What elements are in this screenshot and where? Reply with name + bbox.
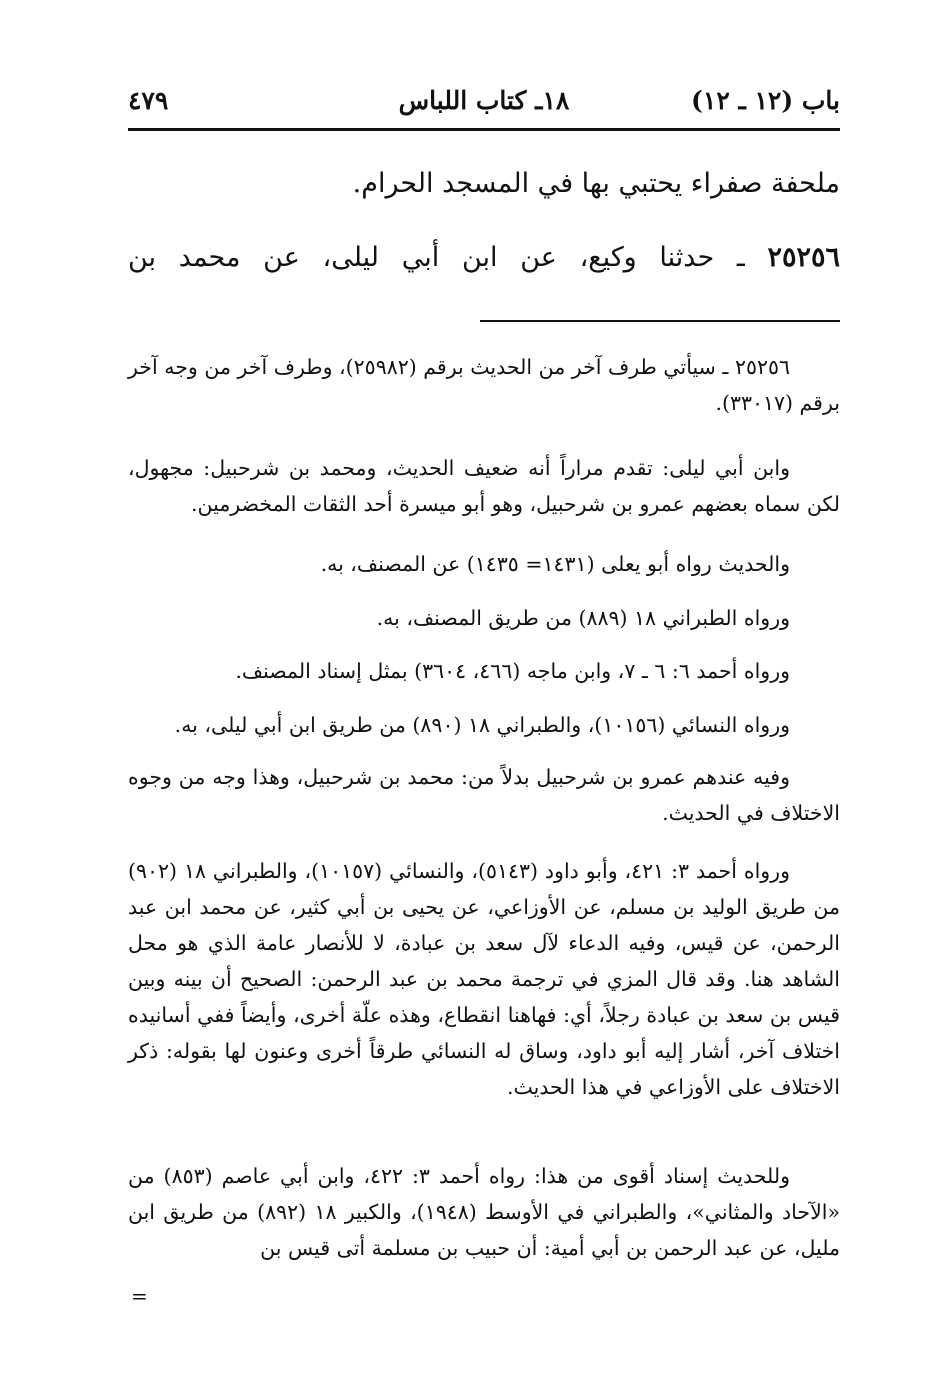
footnote-paragraph-1: ٢٥٢٥٦ ـ سيأتي طرف آخر من الحديث برقم (٢٥٩٨٢)، وطرف آخر من وجه آخر برقم (٣٣٠١٧). xyxy=(128,355,840,415)
header-rule xyxy=(128,128,840,131)
continuation-mark: = xyxy=(131,1284,148,1308)
footnote-paragraph-6: ورواه النسائي (١٠١٥٦)، والطبراني ١٨ (٨٩٠) من طريق ابن أبي ليلى، به. xyxy=(174,713,790,737)
footnote-paragraph-3: والحديث رواه أبو يعلى (١٤٣١= ١٤٣٥) عن المصنف، به. xyxy=(320,552,790,576)
footnote-paragraph-7: وفيه عندهم عمرو بن شرحبيل بدلاً من: محمد بن شرحبيل، وهذا وجه من وجوه الاختلاف في الحديث. xyxy=(128,765,840,825)
footnote-rule xyxy=(480,320,840,322)
footnote-paragraph-9: وللحديث إسناد أقوى من هذا: رواه أحمد ٣: ٤٢٢، وابن أبي عاصم (٨٥٣) من «الآحاد والمثاني»، والطبراني في الأوسط (١٩٤٨)، والكبير ١٨ (٨٩٢) من طريق ابن مليل، عن عبد الرحمن بن أبي أمية: أن حبيب بن مسلمة أتى قيس بن xyxy=(128,1164,840,1260)
main-text-line-1: ملحفة صفراء يحتبي بها في المسجد الحرام. xyxy=(352,168,840,199)
book-title: ١٨ـ كتاب اللباس xyxy=(398,86,570,115)
chapter-heading: باب (١٢ ـ ١٢) xyxy=(691,86,840,115)
page-number: ٤٧٩ xyxy=(128,86,169,115)
hadith-number: ٢٥٢٥٦ xyxy=(767,242,840,273)
running-header xyxy=(128,84,840,124)
footnote-paragraph-4: ورواه الطبراني ١٨ (٨٨٩) من طريق المصنف، به. xyxy=(376,606,790,630)
footnote-paragraph-8: ورواه أحمد ٣: ٤٢١، وأبو داود (٥١٤٣)، والنسائي (١٠١٥٧)، والطبراني ١٨ (٩٠٢) من طريق الوليد بن مسلم، عن الأوزاعي، عن يحيى بن أبي كثير، عن محمد ابن عبد الرحمن، عن قيس، وفيه الدعاء لآل سعد بن عبادة، لا للأنصار عامة الذي هو محل الشاهد هنا. وقد قال المزي في ترجمة محمد بن عبد الرحمن: الصحيح أن بينه وبين قيس بن سعد بن عبادة رجلاً، أي: فهاهنا انقطاع، وهذه علّة أخرى، وأيضاً ففي أسانيده اختلاف آخر، أشار إليه أبو داود، وساق له النسائي طرقاً أخرى وعنون لها بقوله: ذكر الاختلاف على الأوزاعي في هذا الحديث. xyxy=(128,859,840,1099)
hadith-text: ـ حدثنا وكيع، عن ابن أبي ليلى، عن محمد بن xyxy=(128,242,745,273)
footnote-paragraph-5: ورواه أحمد ٦: ٦ ـ ٧، وابن ماجه (٤٦٦، ٣٦٠٤) بمثل إسناد المصنف. xyxy=(235,659,790,683)
footnote-paragraph-2: وابن أبي ليلى: تقدم مراراً أنه ضعيف الحديث، ومحمد بن شرحبيل: مجهول، لكن سماه بعضهم عمرو بن شرحبيل، وهو أبو ميسرة أحد الثقات المخضرمين. xyxy=(128,456,840,516)
hadith-line xyxy=(128,240,840,276)
